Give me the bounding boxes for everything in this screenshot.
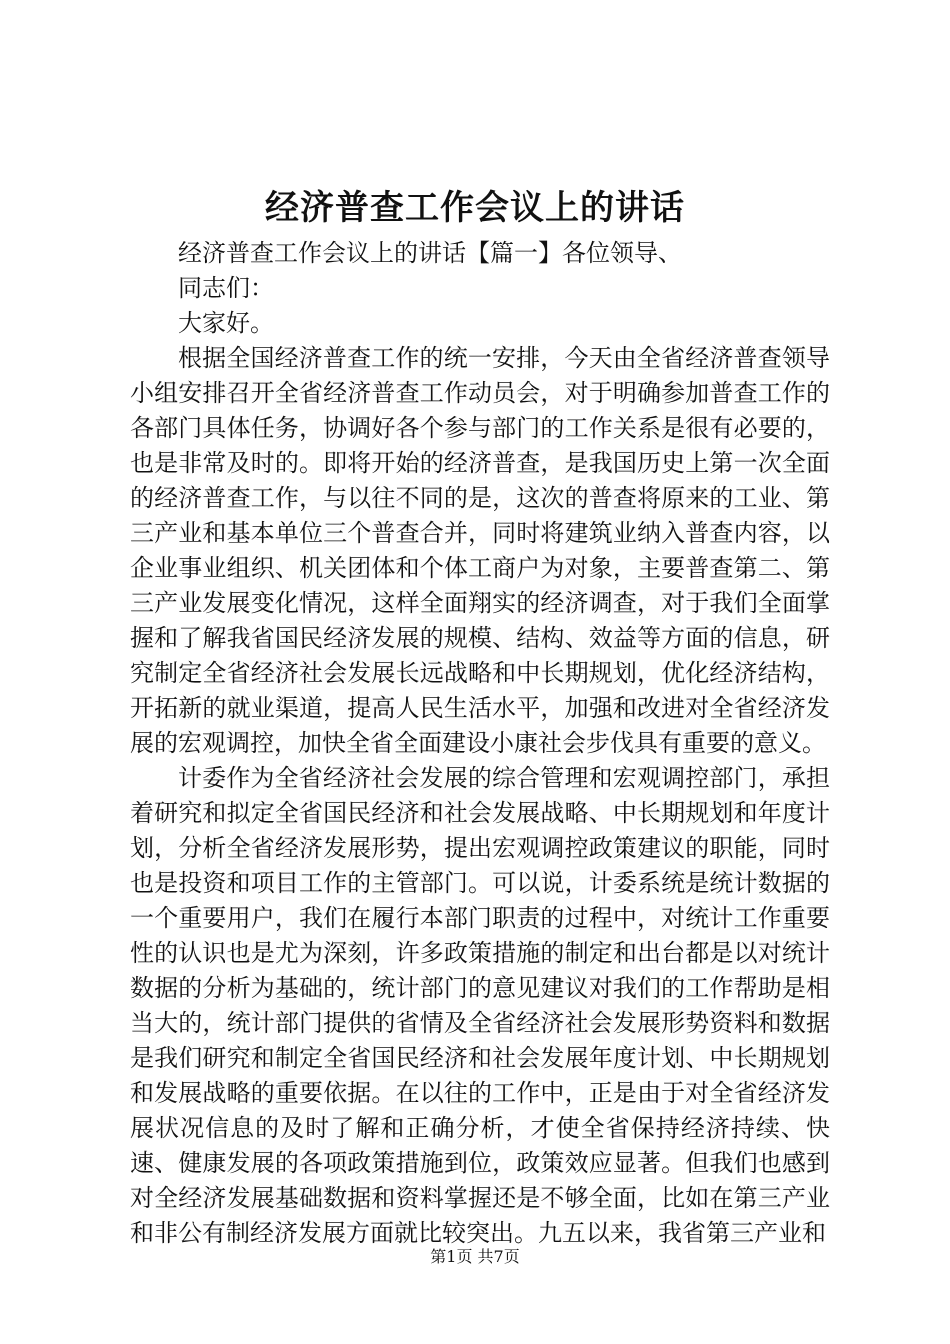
paragraph-greeting: 大家好。 [178,309,274,337]
document-body [130,236,830,1251]
document-title: 经济普查工作会议上的讲话 [265,188,685,228]
page-footer: 第1页 共7页 [430,1247,520,1266]
paragraph-intro: 经济普查工作会议上的讲话【篇一】各位领导、 [178,239,682,267]
paragraph-body-2: 计委作为全省经济社会发展的综合管理和宏观调控部门，承担着研究和拟定全省国民经济和社会发展战略、中长期规划和年度计划，分析全省经济发展形势，提出宏观调控政策建议的职能，同时也是投资和项目工作的主管部门。可以说，计委系统是统计数据的一个重要用户，我们在履行本部门职责的过程中，对统计工作重要性的认识也是尤为深刻，许多政策措施的制定和出台都是以对统计数据的分析为基础的，统计部门的意见建议对我们的工作帮助是相当大的，统计部门提供的省情及全省经济社会发展形势资料和数据是我们研究和制定全省国民经济和社会发展年度计划、中长期规划和发展战略的重要依据。在以往的工作中，正是由于对全省经济发展状况信息的及时了解和正确分析，才使全省保持经济持续、快速、健康发展的各项政策措施到位，政策效应显著。但我们也感到对全经济发展基础数据和资料掌握还是不够全面，比如在第三产业和非公有制经济发展方面就比较突出。九五以来，我省第三产业和 [130,764,830,1247]
paragraph-salutation: 同志们： [178,274,274,302]
paragraph-body-1: 根据全国经济普查工作的统一安排，今天由全省经济普查领导小组安排召开全省经济普查工作动员会，对于明确参加普查工作的各部门具体任务，协调好各个参与部门的工作关系是很有必要的，也是非常及时的。即将开始的经济普查，是我国历史上第一次全面的经济普查工作，与以往不同的是，这次的普查将原来的工业、第三产业和基本单位三个普查合并，同时将建筑业纳入普查内容，以企业事业组织、机关团体和个体工商户为对象，主要普查第二、第三产业发展变化情况，这样全面翔实的经济调查，对于我们全面掌握和了解我省国民经济发展的规模、结构、效益等方面的信息，研究制定全省经济社会发展长远战略和中长期规划，优化经济结构，开拓新的就业渠道，提高人民生活水平，加强和改进对全省经济发展的宏观调控，加快全省全面建设小康社会步伐具有重要的意义。 [130,344,830,757]
